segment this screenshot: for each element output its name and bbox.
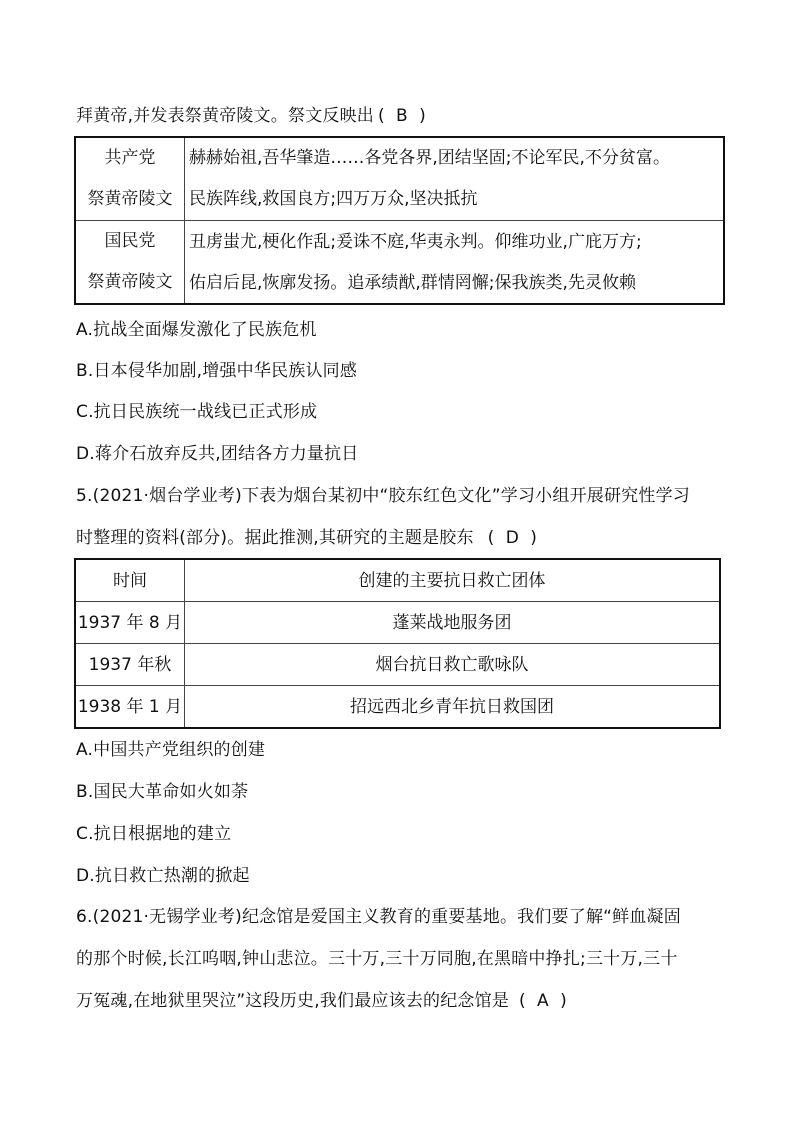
table-header-cell [75,221,185,305]
table-header-cell: 时间 [75,559,185,602]
q6-stem-line-2: 的那个时候,长江呜咽,钟山悲泣。三十万,三十万同胞,在黑暗中挣扎;三十万,三十 [76,949,678,969]
q4-eulogy-table [74,136,725,305]
table-row [75,221,724,263]
table-cell: 丑虏蚩尤,梗化作乱;爰诛不庭,华夷永判。仰维功业,广庇万方; [185,221,725,263]
q4-option-c: C.抗日民族统一战线已正式形成 [76,402,318,422]
table-cell: 蓬莱战地服务团 [185,602,721,644]
table-cell: 佑启后昆,恢廓发扬。追承绩猷,群情罔懈;保我族类,先灵攸赖 [185,262,725,304]
table-cell: 烟台抗日救亡歌咏队 [185,644,721,686]
q6-stem-text: 万冤魂,在地狱里哭泣”这段历史,我们最应该去的纪念馆是 [76,991,510,1011]
party-name: 国民党 [104,231,156,251]
q4-answer: ( B ) [378,106,426,126]
q6-stem-line-1: 6.(2021·无锡学业考)纪念馆是爱国主义教育的重要基地。我们要了解“鲜血凝固 [76,907,681,927]
table-header-row [75,559,720,602]
party-doc-name: 祭黄帝陵文 [87,189,173,209]
table-cell: 1938 年 1 月 [75,686,185,729]
q4-option-a: A.抗战全面爆发激化了民族危机 [76,320,317,340]
q4-option-b: B.日本侵华加剧,增强中华民族认同感 [76,361,358,381]
q5-option-a: A.中国共产党组织的创建 [76,740,266,760]
q6-answer: ( A ) [519,991,567,1011]
table-row [75,137,724,179]
table-cell: 民族阵线,救国良方;四万万众,坚决抵抗 [185,179,725,221]
q5-option-c: C.抗日根据地的建立 [76,824,232,844]
table-header-cell: 创建的主要抗日救亡团体 [185,559,721,602]
q5-groups-table [74,558,721,729]
table-header-cell [75,137,185,221]
q5-option-d: D.抗日救亡热潮的掀起 [76,866,250,886]
table-cell: 1937 年秋 [75,644,185,686]
q5-stem-line-1: 5.(2021·烟台学业考)下表为烟台某初中“胶东红色文化”学习小组开展研究性学习 [76,486,690,506]
q4-stem-text: 拜黄帝,并发表祭黄帝陵文。祭文反映出 [76,106,375,126]
q4-option-d: D.蒋介石放弃反共,团结各方力量抗日 [76,444,359,464]
q5-answer: ( D ) [487,528,538,548]
table-row [75,686,720,729]
q5-stem-text: 时整理的资料(部分)。据此推测,其研究的主题是胶东 [76,528,474,548]
q5-stem-line-2 [76,526,537,550]
table-cell: 1937 年 8 月 [75,602,185,644]
table-row [75,602,720,644]
party-doc-name: 祭黄帝陵文 [87,272,173,292]
q4-stem-line [76,104,426,128]
party-name: 共产党 [104,148,156,168]
q5-option-b: B.国民大革命如火如荼 [76,782,249,802]
table-cell: 赫赫始祖,吾华肇造……各党各界,团结坚固;不论军民,不分贫富。 [185,137,725,179]
table-cell: 招远西北乡青年抗日救国团 [185,686,721,729]
table-row [75,644,720,686]
q6-stem-line-3 [76,989,567,1013]
